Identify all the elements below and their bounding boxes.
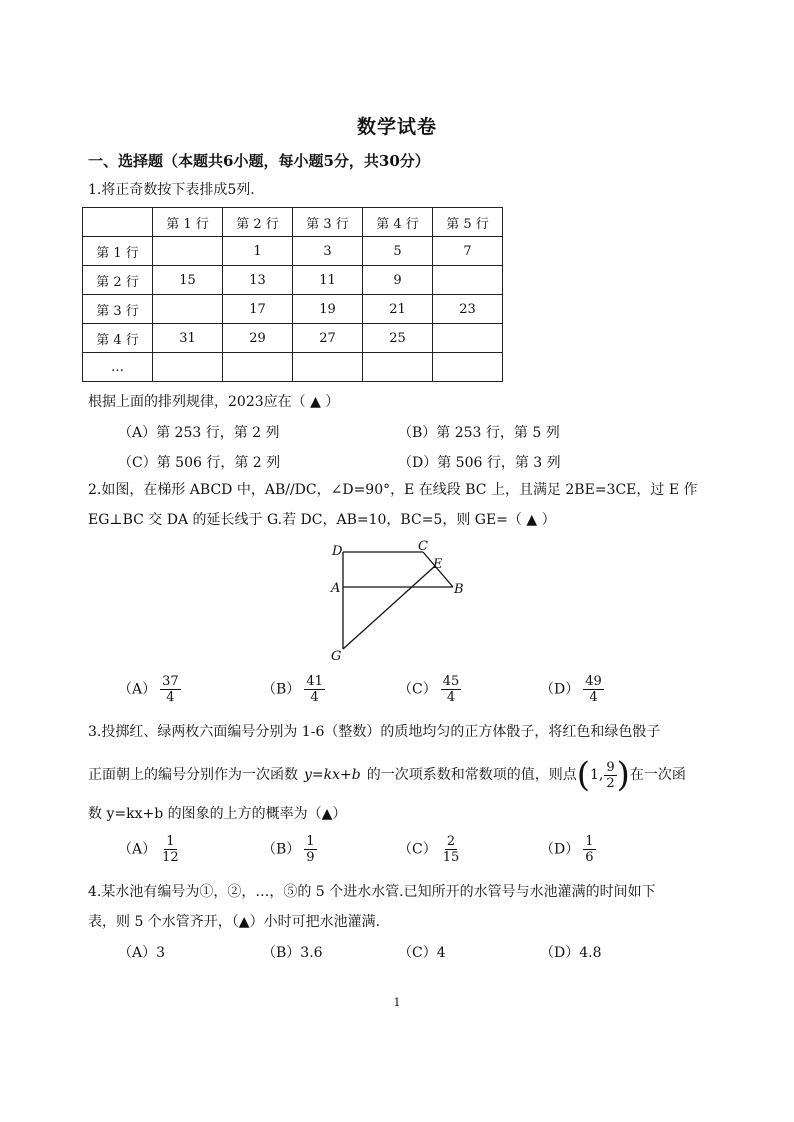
table-cell: [293, 353, 363, 382]
table-cell: 第 1 行: [153, 208, 223, 237]
fraction: [160, 674, 181, 705]
point-expression: ( 1, $\frac{9}{2}$ ): [576, 755, 630, 795]
denominator: 9: [306, 850, 315, 865]
denominator: 12: [162, 850, 179, 865]
option-label: （D）: [540, 841, 580, 858]
option-label: （B）: [262, 841, 301, 858]
label-g: G: [331, 649, 342, 664]
table-row: [83, 324, 503, 353]
table-cell: 15: [153, 266, 223, 295]
table-cell: 第 4 行: [83, 324, 153, 353]
table-row: [83, 353, 503, 382]
trapezoid-figure: [320, 538, 480, 668]
q4-stem-line1: 4.某水池有编号为①，②，…，⑤的 5 个进水水管.已知所开的水管号与水池灌满的时间如下: [88, 884, 656, 900]
table-cell: 25: [363, 324, 433, 353]
q2-option-c: [398, 674, 461, 705]
denominator: 15: [442, 850, 460, 865]
numerator: 49: [585, 674, 602, 689]
numerator: 37: [162, 674, 179, 689]
label-c: C: [418, 539, 428, 554]
odd-number-table: [82, 207, 503, 382]
table-cell: 7: [433, 237, 503, 266]
q3-option-d: [540, 834, 596, 865]
table-cell: [363, 353, 433, 382]
q3-text: 的一次项系数和常数项的值，则点: [366, 767, 577, 783]
section-heading: 一、选择题（本题共6小题，每小题5分，共30分）: [88, 152, 430, 170]
fraction: [583, 674, 604, 705]
table-cell: [153, 353, 223, 382]
table-cell: 第 3 行: [293, 208, 363, 237]
q2-option-d: [540, 674, 604, 705]
table-cell: [223, 353, 293, 382]
q4-option-d: （D）4.8: [540, 945, 602, 961]
table-cell: 第 5 行: [433, 208, 503, 237]
q1-question: 根据上面的排列规律，2023应在（ ▲ ）: [88, 394, 340, 410]
table-cell: 第 2 行: [223, 208, 293, 237]
table-row: [83, 295, 503, 324]
table-cell: 第 4 行: [363, 208, 433, 237]
table-cell: [433, 353, 503, 382]
q3-text: 正面朝上的编号分别作为一次函数: [88, 767, 298, 783]
label-b: B: [454, 582, 464, 597]
q3-option-c: [398, 834, 461, 865]
q1-option-c: （C）第 506 行，第 2 列: [118, 455, 281, 471]
q3-function: y=kx+b: [304, 767, 361, 783]
q3-stem-line3: 数 y=kx+b 的图象的上方的概率为（▲）: [88, 806, 347, 822]
option-label: （D）: [540, 681, 580, 698]
q1-option-a: （A）第 253 行，第 2 列: [118, 425, 280, 441]
table-cell: [433, 324, 503, 353]
fraction: [604, 760, 616, 791]
denominator: 4: [446, 690, 456, 705]
table-cell: 9: [363, 266, 433, 295]
table-cell: 29: [223, 324, 293, 353]
numerator: 1: [166, 834, 175, 849]
table-cell: [433, 266, 503, 295]
table-cell: [83, 208, 153, 237]
fraction: [160, 834, 181, 865]
q2-stem-line2: EG⊥BC 交 DA 的延长线于 G.若 DC，AB=10，BC=5，则 GE=（ ▲ ）: [88, 512, 556, 528]
q4-option-a: （A）3: [118, 945, 166, 961]
denominator: 4: [589, 690, 598, 705]
q3-stem-line1: 3.投掷红、绿两枚六面编号分别为 1-6（整数）的质地均匀的正方体骰子，将红色和绿色骰子: [88, 724, 661, 740]
denominator: 2: [606, 775, 615, 791]
q1-option-d: （D）第 506 行，第 3 列: [398, 455, 561, 471]
q3-option-a: [118, 834, 181, 865]
table-cell: 1: [223, 237, 293, 266]
table-cell: 19: [293, 295, 363, 324]
numerator: 1: [585, 834, 594, 849]
label-d: D: [332, 544, 343, 559]
numerator: 2: [446, 834, 456, 849]
numerator: 41: [306, 674, 323, 689]
table-cell: 13: [223, 266, 293, 295]
fraction: [304, 834, 316, 865]
table-cell: [153, 295, 223, 324]
page-number: 1: [393, 996, 401, 1009]
q1-stem: 1.将正奇数按下表排成5列.: [88, 182, 255, 198]
table-cell: 27: [293, 324, 363, 353]
table-cell: 5: [363, 237, 433, 266]
point-x: 1,: [589, 767, 604, 783]
table-row: [83, 237, 503, 266]
q4-option-b: （B）3.6: [262, 945, 323, 961]
table-cell: 11: [293, 266, 363, 295]
table-header-row: [83, 208, 503, 237]
table-cell: …: [83, 353, 153, 382]
option-label: （A）: [118, 841, 157, 858]
numerator: 45: [442, 674, 460, 689]
denominator: 4: [166, 690, 175, 705]
table-cell: 第 1 行: [83, 237, 153, 266]
table-row: [83, 266, 503, 295]
q3-stem-line2: [88, 755, 686, 795]
q4-option-c: （C）4: [398, 945, 446, 961]
denominator: 6: [585, 850, 594, 865]
q4-stem-line2: 表，则 5 个水管齐开，（▲）小时可把水池灌满.: [88, 914, 381, 930]
table-cell: 第 3 行: [83, 295, 153, 324]
page-title: 数学试卷: [356, 116, 437, 138]
denominator: 4: [310, 690, 319, 705]
option-label: （C）: [398, 841, 437, 858]
q1-option-b: （B）第 253 行，第 5 列: [398, 425, 560, 441]
fraction: [441, 674, 462, 705]
q2-stem-line1: 2.如图，在梯形 ABCD 中，AB//DC，∠D=90°，E 在线段 BC 上，且满足 2BE=3CE，过 E 作: [88, 482, 698, 498]
table-cell: 21: [363, 295, 433, 324]
q2-option-a: [118, 674, 181, 705]
numerator: 9: [606, 759, 615, 775]
table-cell: 17: [223, 295, 293, 324]
numerator: 1: [306, 834, 315, 849]
table-cell: 3: [293, 237, 363, 266]
table-cell: [153, 237, 223, 266]
option-label: （B）: [262, 681, 301, 698]
fraction: [304, 674, 325, 705]
q3-text: 在一次函: [629, 767, 686, 783]
table-cell: 31: [153, 324, 223, 353]
table-cell: 第 2 行: [83, 266, 153, 295]
q3-option-b: [262, 834, 317, 865]
label-a: A: [331, 581, 341, 596]
option-label: （C）: [398, 681, 437, 698]
segment-ge: [343, 566, 435, 649]
label-e: E: [433, 557, 443, 572]
table-cell: 23: [433, 295, 503, 324]
option-label: （A）: [118, 681, 157, 698]
fraction: [583, 834, 595, 865]
fraction: [441, 834, 462, 865]
q2-option-b: [262, 674, 325, 705]
